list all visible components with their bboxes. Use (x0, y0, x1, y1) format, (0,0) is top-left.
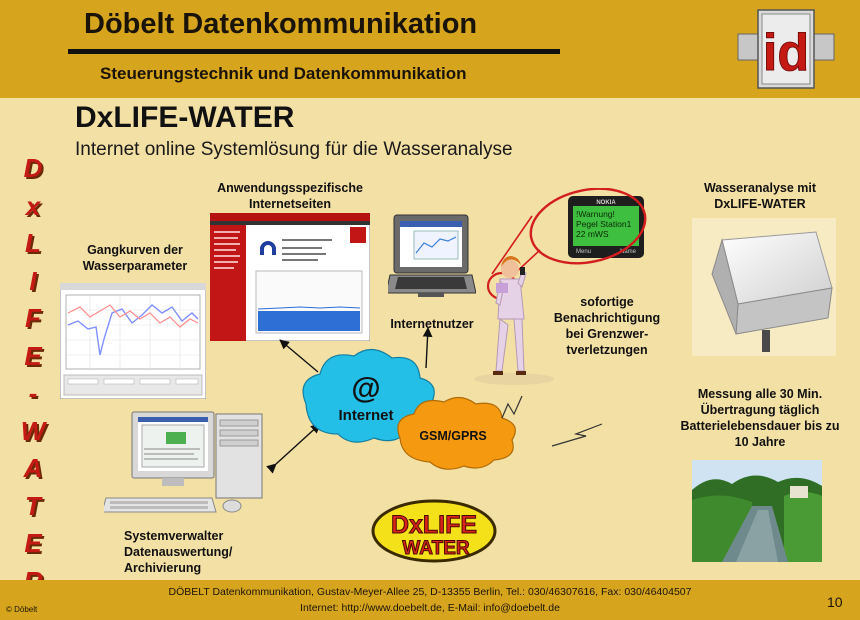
side-letter: E (24, 340, 42, 371)
label-messung: Messung alle 30 Min. Übertragung täglich Batterielebensdauer bis zu 10 Jahre (680, 387, 840, 449)
arrow-to-website (280, 340, 318, 372)
footer-contact: Internet: http://www.doebelt.de, E-Mail: info@doebelt.de (300, 602, 560, 614)
side-word (10, 150, 56, 600)
side-letter: T (25, 490, 41, 521)
at-symbol: @ (351, 372, 381, 405)
side-letter: W (20, 415, 46, 446)
label-gangkurven: Gangkurven der Wasserparameter (82, 243, 188, 273)
phone-brand: NOKIA (596, 200, 616, 206)
side-letter: F (25, 303, 41, 333)
logo-line2: WATER (402, 538, 470, 559)
label-wasseranalyse: Wasseranalyse mit DxLIFE-WATER (703, 181, 817, 211)
side-letter: D (23, 153, 43, 183)
arrow-to-laptop (426, 328, 428, 368)
side-letter: A (23, 453, 43, 483)
gsm-label: GSM/GPRS (419, 429, 487, 443)
page-number: 10 (827, 594, 843, 610)
arrow-to-desktop (276, 424, 320, 464)
dxlife-water-logo (370, 498, 498, 564)
sensor-box (692, 218, 836, 356)
logo-text: id (762, 24, 810, 82)
label-internetnutzer: Internetnutzer (390, 317, 474, 331)
footer-copyright: © Döbelt (6, 605, 38, 614)
internet-label: Internet (338, 407, 394, 424)
company-subtitle: Steuerungstechnik und Datenkommunikation (100, 64, 467, 83)
label-systemverwalter: Systemverwalter Datenauswertung/ Archivierung (124, 529, 233, 575)
company-name: Döbelt Datenkommunikation (84, 8, 478, 40)
label-anwendung: Anwendungsspezifische Internetseiten (217, 181, 363, 211)
phone-line3: 22 mWS (576, 229, 609, 239)
chart-screenshot (60, 283, 206, 399)
river-photo (692, 460, 822, 562)
phone-right-key: Name (619, 249, 636, 255)
side-letter: E (24, 528, 42, 558)
network-diagram (240, 300, 640, 480)
footer-address: DÖBELT Datenkommunikation, Gustav-Meyer-Allee 25, D-13355 Berlin, Tel.: 030/46307616, Fax: 030/46404507 (168, 586, 692, 598)
side-letter: - (28, 378, 38, 408)
main-title: DxLIFE-WATER (75, 101, 295, 134)
label-benachrichtigung: sofortige Benachrichtigung bei Grenzwer- tverletzungen (553, 295, 661, 357)
side-letter: I (29, 265, 37, 296)
header-rule (68, 49, 560, 54)
side-letter: x (25, 190, 41, 221)
logo-line1: DxLIFE (390, 511, 478, 539)
phone-left-key: Menu (576, 249, 592, 255)
main-subtitle: Internet online Systemlösung für die Wasseranalyse (75, 139, 513, 160)
id-logo (736, 8, 836, 90)
side-letter: L (25, 228, 41, 258)
lightning-right (552, 424, 602, 446)
phone-line2: Pegel Station1 (576, 219, 632, 229)
lightning-left (502, 396, 522, 418)
phone-line1: !Warnung! (576, 209, 615, 219)
